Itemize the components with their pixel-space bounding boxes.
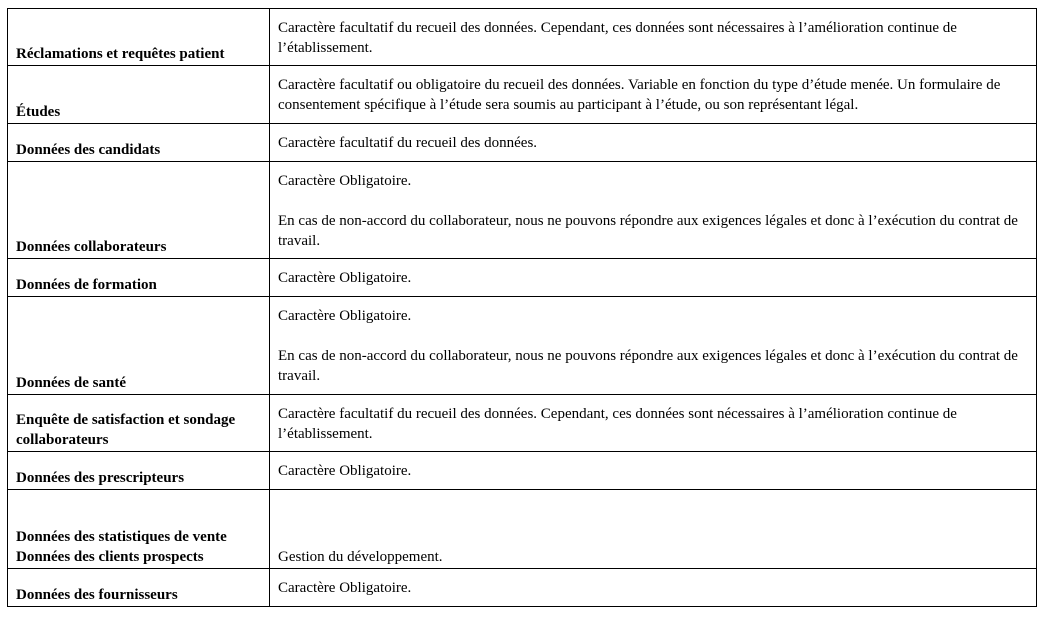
data-processing-table [7,8,1037,607]
description-text: En cas de non-accord du collaborateur, nous ne pouvons répondre aux exigences légales et donc à l’exécution du contrat de travail. [278,348,1018,384]
category-label: Données des fournisseurs [16,587,178,603]
table-row [8,162,1037,259]
description-text: Caractère Obligatoire. [278,580,412,596]
category-cell [8,297,270,395]
category-cell [8,259,270,297]
table-row [8,9,1037,66]
table-row [8,490,1037,569]
description-text: En cas de non-accord du collaborateur, nous ne pouvons répondre aux exigences légales et donc à l’exécution du contrat de travail. [278,213,1018,249]
category-cell [8,124,270,162]
category-cell [8,162,270,259]
description-text: Caractère Obligatoire. [278,463,412,479]
table-row [8,297,1037,395]
category-label: Données des statistiques de vente [16,529,227,545]
category-label: Données des candidats [16,142,161,158]
table-row [8,66,1037,124]
description-cell [270,452,1037,490]
table-row [8,124,1037,162]
description-cell [270,569,1037,607]
category-label: Réclamations et requêtes patient [16,46,225,62]
category-label: Données de santé [16,375,127,391]
category-cell [8,452,270,490]
description-text: Caractère facultatif du recueil des données. Cependant, ces données sont nécessaires à l’amélioration continue de l’établissement. [278,406,957,442]
category-label: Données de formation [16,277,157,293]
description-cell [270,124,1037,162]
description-text: Caractère facultatif du recueil des données. Cependant, ces données sont nécessaires à l’amélioration continue de l’établissement. [278,20,957,56]
description-cell [270,162,1037,259]
table-row [8,452,1037,490]
category-label: Études [16,104,61,120]
description-text: Caractère facultatif du recueil des données. [278,135,538,151]
description-cell [270,259,1037,297]
category-label: Enquête de satisfaction et sondage collaborateurs [16,412,236,448]
description-cell [270,395,1037,452]
category-label: Données des clients prospects [16,549,204,565]
description-cell [270,9,1037,66]
table-row [8,395,1037,452]
category-cell [8,66,270,124]
table-row [8,259,1037,297]
description-text: Caractère Obligatoire. [278,173,412,189]
description-cell [270,297,1037,395]
description-cell [270,490,1037,569]
description-text: Caractère Obligatoire. [278,270,412,286]
description-text: Gestion du développement. [278,549,443,565]
category-label: Données collaborateurs [16,239,167,255]
category-label: Données des prescripteurs [16,470,185,486]
description-text: Caractère Obligatoire. [278,308,412,324]
description-text: Caractère facultatif ou obligatoire du recueil des données. Variable en fonction du type d’étude menée. Un formulaire de consentement spécifique à l’étude sera soumis au participant à l’étude, ou son représentant légal. [278,77,1001,113]
category-cell [8,9,270,66]
category-cell [8,395,270,452]
category-cell [8,490,270,569]
table-row [8,569,1037,607]
description-cell [270,66,1037,124]
category-cell [8,569,270,607]
